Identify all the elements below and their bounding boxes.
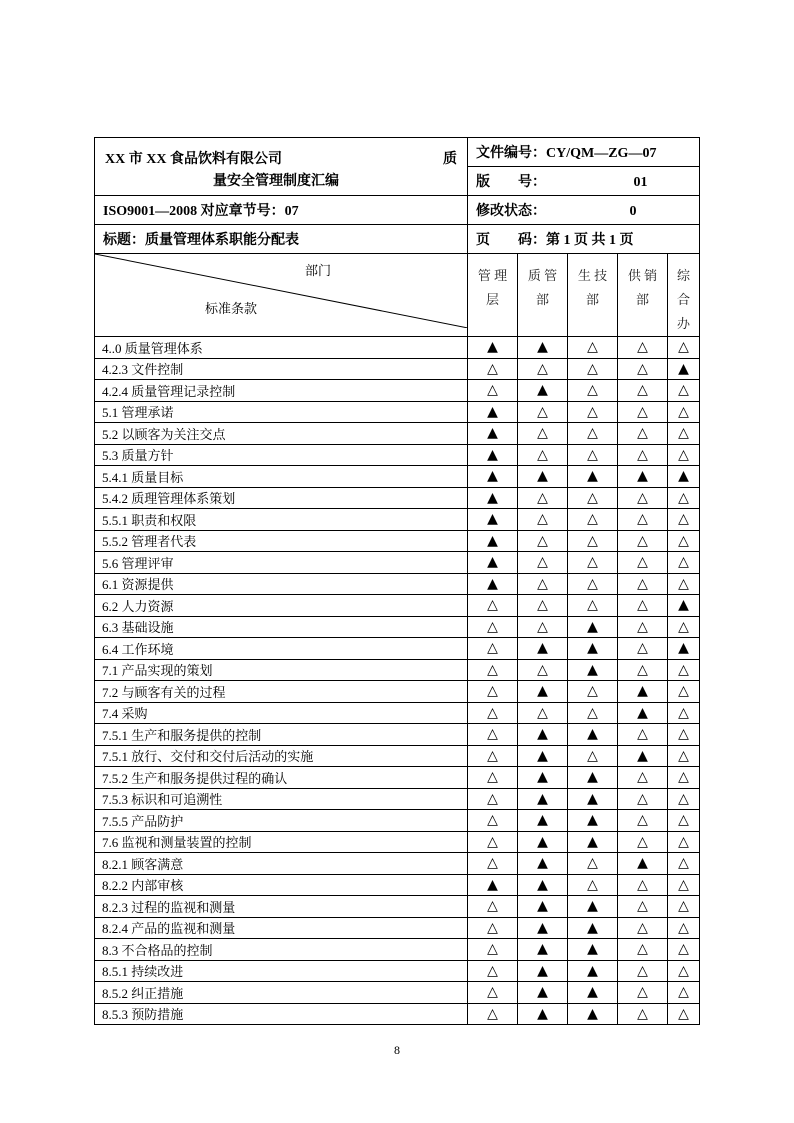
table-row [95, 423, 700, 445]
revision-value: 0 [629, 204, 637, 219]
related-mark: △ [618, 810, 668, 832]
version-value: 01 [633, 175, 648, 190]
department-label-line: 供 销 [627, 268, 658, 283]
responsible-mark: ▲ [518, 337, 568, 359]
diagonal-top-label: 部门 [305, 263, 332, 278]
clause-cell: 6.1 资源提供 [95, 573, 468, 595]
table-row [95, 487, 700, 509]
related-mark: △ [618, 444, 668, 466]
related-mark: △ [518, 659, 568, 681]
related-mark: △ [568, 401, 618, 423]
related-mark: △ [468, 638, 518, 660]
related-mark: △ [468, 767, 518, 789]
document-page [94, 137, 699, 1025]
related-mark: △ [618, 939, 668, 961]
related-mark: △ [568, 487, 618, 509]
responsible-mark: ▲ [568, 638, 618, 660]
related-mark: △ [618, 616, 668, 638]
company-name-line1-tail: 质 [443, 152, 457, 167]
doc-title: 标题：质量管理体系职能分配表 [103, 233, 299, 248]
diagonal-bottom-label: 标准条款 [205, 301, 258, 316]
related-mark: △ [618, 767, 668, 789]
related-mark: △ [568, 595, 618, 617]
related-mark: △ [468, 831, 518, 853]
related-mark: △ [668, 831, 700, 853]
related-mark: △ [468, 960, 518, 982]
related-mark: △ [668, 939, 700, 961]
responsible-mark: ▲ [568, 788, 618, 810]
clause-cell: 7.2 与顾客有关的过程 [95, 681, 468, 703]
related-mark: △ [468, 810, 518, 832]
responsible-mark: ▲ [518, 788, 568, 810]
page-info: 页 码：第 1 页 共 1 页 [476, 233, 634, 248]
related-mark: △ [668, 896, 700, 918]
clause-cell: 8.2.1 顾客满意 [95, 853, 468, 875]
related-mark: △ [618, 487, 668, 509]
related-mark: △ [518, 595, 568, 617]
table-row [95, 831, 700, 853]
responsible-mark: ▲ [618, 853, 668, 875]
department-label-line: 部 [585, 292, 599, 307]
responsible-mark: ▲ [468, 509, 518, 531]
doc-number: 文件编号：CY/QM—ZG—07 [476, 146, 657, 161]
responsible-mark: ▲ [468, 552, 518, 574]
related-mark: △ [468, 853, 518, 875]
related-mark: △ [568, 423, 618, 445]
responsible-mark: ▲ [468, 337, 518, 359]
responsible-mark: ▲ [618, 681, 668, 703]
related-mark: △ [668, 724, 700, 746]
related-mark: △ [668, 552, 700, 574]
responsible-mark: ▲ [518, 874, 568, 896]
clause-cell: 7.5.3 标识和可追溯性 [95, 788, 468, 810]
clause-cell: 8.5.2 纠正措施 [95, 982, 468, 1004]
related-mark: △ [668, 659, 700, 681]
clause-cell: 8.3 不合格品的控制 [95, 939, 468, 961]
related-mark: △ [518, 444, 568, 466]
related-mark: △ [668, 810, 700, 832]
related-mark: △ [668, 444, 700, 466]
clause-cell: 7.5.1 生产和服务提供的控制 [95, 724, 468, 746]
responsible-mark: ▲ [518, 466, 568, 488]
responsible-mark: ▲ [568, 960, 618, 982]
related-mark: △ [618, 401, 668, 423]
department-label-line: 部 [535, 292, 549, 307]
related-mark: △ [518, 358, 568, 380]
related-mark: △ [668, 530, 700, 552]
related-mark: △ [468, 358, 518, 380]
table-row [95, 401, 700, 423]
responsible-mark: ▲ [668, 638, 700, 660]
table-row [95, 853, 700, 875]
table-row [95, 788, 700, 810]
related-mark: △ [468, 702, 518, 724]
related-mark: △ [468, 788, 518, 810]
related-mark: △ [618, 423, 668, 445]
table-row [95, 939, 700, 961]
clause-cell: 8.5.1 持续改进 [95, 960, 468, 982]
related-mark: △ [668, 767, 700, 789]
responsible-mark: ▲ [668, 358, 700, 380]
related-mark: △ [668, 573, 700, 595]
clause-cell: 7.6 监视和测量装置的控制 [95, 831, 468, 853]
responsible-mark: ▲ [568, 466, 618, 488]
responsible-mark: ▲ [518, 896, 568, 918]
related-mark: △ [568, 853, 618, 875]
responsible-mark: ▲ [568, 767, 618, 789]
responsible-mark: ▲ [518, 1003, 568, 1025]
related-mark: △ [568, 874, 618, 896]
table-row [95, 982, 700, 1004]
related-mark: △ [518, 530, 568, 552]
related-mark: △ [668, 982, 700, 1004]
clause-cell: 7.5.5 产品防护 [95, 810, 468, 832]
related-mark: △ [468, 681, 518, 703]
related-mark: △ [618, 896, 668, 918]
clause-cell: 4.2.3 文件控制 [95, 358, 468, 380]
responsible-mark: ▲ [568, 1003, 618, 1025]
table-row [95, 917, 700, 939]
responsible-mark: ▲ [618, 745, 668, 767]
department-header-4 [668, 254, 700, 337]
responsible-mark: ▲ [518, 917, 568, 939]
related-mark: △ [618, 530, 668, 552]
responsible-mark: ▲ [568, 810, 618, 832]
related-mark: △ [468, 659, 518, 681]
responsible-mark: ▲ [468, 401, 518, 423]
responsible-mark: ▲ [468, 874, 518, 896]
related-mark: △ [568, 702, 618, 724]
related-mark: △ [618, 960, 668, 982]
diagonal-header-cell [95, 254, 468, 337]
related-mark: △ [668, 788, 700, 810]
clause-cell: 7.1 产品实现的策划 [95, 659, 468, 681]
related-mark: △ [668, 745, 700, 767]
responsible-mark: ▲ [518, 681, 568, 703]
responsible-mark: ▲ [668, 466, 700, 488]
table-row [95, 659, 700, 681]
table-row [95, 380, 700, 402]
responsible-mark: ▲ [568, 831, 618, 853]
clause-cell: 8.2.4 产品的监视和测量 [95, 917, 468, 939]
department-label-line: 层 [485, 292, 499, 307]
department-label-line: 综 [677, 268, 691, 283]
related-mark: △ [668, 337, 700, 359]
table-row [95, 874, 700, 896]
related-mark: △ [618, 788, 668, 810]
responsible-mark: ▲ [468, 530, 518, 552]
responsible-mark: ▲ [518, 831, 568, 853]
table-row [95, 530, 700, 552]
related-mark: △ [668, 702, 700, 724]
table-row [95, 810, 700, 832]
clause-cell: 7.4 采购 [95, 702, 468, 724]
related-mark: △ [668, 1003, 700, 1025]
table-row [95, 509, 700, 531]
responsible-mark: ▲ [518, 982, 568, 1004]
responsible-mark: ▲ [618, 466, 668, 488]
related-mark: △ [518, 509, 568, 531]
clause-cell: 8.2.2 内部审核 [95, 874, 468, 896]
related-mark: △ [518, 401, 568, 423]
table-row [95, 724, 700, 746]
table-row [95, 337, 700, 359]
department-label-line: 部 [635, 292, 649, 307]
responsible-mark: ▲ [518, 745, 568, 767]
clause-cell: 6.3 基础设施 [95, 616, 468, 638]
company-name-line2: 量安全管理制度汇编 [213, 174, 339, 189]
related-mark: △ [668, 380, 700, 402]
clause-cell: 6.4 工作环境 [95, 638, 468, 660]
related-mark: △ [568, 337, 618, 359]
clause-cell: 5.4.2 质理管理体系策划 [95, 487, 468, 509]
related-mark: △ [468, 616, 518, 638]
clause-cell: 4..0 质量管理体系 [95, 337, 468, 359]
related-mark: △ [468, 939, 518, 961]
related-mark: △ [668, 487, 700, 509]
table-row [95, 681, 700, 703]
iso-clause-cell [95, 196, 468, 225]
department-header-3 [618, 254, 668, 337]
table-row [95, 896, 700, 918]
table-row [95, 552, 700, 574]
related-mark: △ [668, 917, 700, 939]
responsible-mark: ▲ [518, 767, 568, 789]
related-mark: △ [568, 380, 618, 402]
responsible-mark: ▲ [568, 616, 618, 638]
related-mark: △ [518, 702, 568, 724]
table-row [95, 960, 700, 982]
related-mark: △ [668, 874, 700, 896]
related-mark: △ [568, 552, 618, 574]
company-title-cell [95, 138, 468, 196]
table-row [95, 1003, 700, 1025]
revision-label: 修改状态： [476, 204, 546, 219]
related-mark: △ [468, 380, 518, 402]
table-row [95, 358, 700, 380]
department-label-line: 生 技 [577, 268, 608, 283]
clause-cell: 7.5.2 生产和服务提供过程的确认 [95, 767, 468, 789]
related-mark: △ [568, 358, 618, 380]
clause-cell: 8.5.3 预防措施 [95, 1003, 468, 1025]
function-allocation-table [94, 137, 700, 1025]
diagonal-line [95, 254, 468, 328]
table-row [95, 767, 700, 789]
related-mark: △ [568, 530, 618, 552]
iso-clause: ISO9001—2008 对应章节号：07 [103, 204, 299, 219]
revision-cell [468, 196, 700, 225]
related-mark: △ [618, 638, 668, 660]
related-mark: △ [618, 1003, 668, 1025]
table-row [95, 702, 700, 724]
responsible-mark: ▲ [468, 573, 518, 595]
related-mark: △ [468, 896, 518, 918]
clause-cell: 5.5.2 管理者代表 [95, 530, 468, 552]
table-row [95, 573, 700, 595]
related-mark: △ [468, 745, 518, 767]
related-mark: △ [568, 681, 618, 703]
related-mark: △ [518, 487, 568, 509]
related-mark: △ [668, 960, 700, 982]
related-mark: △ [518, 423, 568, 445]
page-number: 8 [394, 1043, 400, 1057]
department-header-2 [568, 254, 618, 337]
responsible-mark: ▲ [518, 638, 568, 660]
related-mark: △ [668, 681, 700, 703]
department-header-1 [518, 254, 568, 337]
department-label-line: 办 [677, 316, 691, 331]
related-mark: △ [618, 917, 668, 939]
related-mark: △ [468, 1003, 518, 1025]
related-mark: △ [618, 573, 668, 595]
responsible-mark: ▲ [518, 853, 568, 875]
doc-title-cell [95, 225, 468, 254]
related-mark: △ [668, 423, 700, 445]
related-mark: △ [618, 509, 668, 531]
version-cell [468, 167, 700, 196]
related-mark: △ [468, 917, 518, 939]
responsible-mark: ▲ [668, 595, 700, 617]
table-row [95, 616, 700, 638]
related-mark: △ [468, 595, 518, 617]
responsible-mark: ▲ [518, 380, 568, 402]
page-info-cell [468, 225, 700, 254]
related-mark: △ [618, 552, 668, 574]
doc-number-cell [468, 138, 700, 167]
responsible-mark: ▲ [518, 960, 568, 982]
related-mark: △ [668, 509, 700, 531]
clause-cell: 5.5.1 职责和权限 [95, 509, 468, 531]
related-mark: △ [518, 616, 568, 638]
clause-cell: 4.2.4 质量管理记录控制 [95, 380, 468, 402]
responsible-mark: ▲ [568, 659, 618, 681]
department-label-line: 管 理 [477, 268, 508, 283]
related-mark: △ [518, 552, 568, 574]
related-mark: △ [568, 745, 618, 767]
responsible-mark: ▲ [468, 423, 518, 445]
related-mark: △ [668, 401, 700, 423]
related-mark: △ [468, 724, 518, 746]
clause-cell: 5.3 质量方针 [95, 444, 468, 466]
department-header-0 [468, 254, 518, 337]
table-row [95, 638, 700, 660]
table-row [95, 745, 700, 767]
related-mark: △ [668, 853, 700, 875]
responsible-mark: ▲ [468, 466, 518, 488]
responsible-mark: ▲ [468, 444, 518, 466]
related-mark: △ [618, 337, 668, 359]
responsible-mark: ▲ [568, 939, 618, 961]
responsible-mark: ▲ [568, 982, 618, 1004]
version-label: 版 号： [476, 175, 546, 190]
related-mark: △ [618, 358, 668, 380]
responsible-mark: ▲ [518, 724, 568, 746]
responsible-mark: ▲ [568, 724, 618, 746]
clause-cell: 5.1 管理承诺 [95, 401, 468, 423]
related-mark: △ [618, 380, 668, 402]
department-label-line: 合 [677, 292, 691, 307]
related-mark: △ [568, 509, 618, 531]
related-mark: △ [618, 724, 668, 746]
clause-cell: 5.4.1 质量目标 [95, 466, 468, 488]
clause-cell: 5.6 管理评审 [95, 552, 468, 574]
clause-cell: 6.2 人力资源 [95, 595, 468, 617]
clause-cell: 7.5.1 放行、交付和交付后活动的实施 [95, 745, 468, 767]
responsible-mark: ▲ [568, 896, 618, 918]
related-mark: △ [568, 573, 618, 595]
related-mark: △ [618, 831, 668, 853]
responsible-mark: ▲ [518, 810, 568, 832]
table-row [95, 466, 700, 488]
clause-cell: 8.2.3 过程的监视和测量 [95, 896, 468, 918]
related-mark: △ [518, 573, 568, 595]
table-row [95, 444, 700, 466]
responsible-mark: ▲ [618, 702, 668, 724]
related-mark: △ [468, 982, 518, 1004]
clause-cell: 5.2 以顾客为关注交点 [95, 423, 468, 445]
related-mark: △ [568, 444, 618, 466]
table-row [95, 595, 700, 617]
related-mark: △ [668, 616, 700, 638]
company-name-line1: XX 市 XX 食品饮料有限公司 [105, 152, 282, 167]
responsible-mark: ▲ [468, 487, 518, 509]
related-mark: △ [618, 982, 668, 1004]
related-mark: △ [618, 659, 668, 681]
responsible-mark: ▲ [568, 917, 618, 939]
related-mark: △ [618, 874, 668, 896]
responsible-mark: ▲ [518, 939, 568, 961]
related-mark: △ [618, 595, 668, 617]
department-label-line: 质 管 [527, 268, 558, 283]
